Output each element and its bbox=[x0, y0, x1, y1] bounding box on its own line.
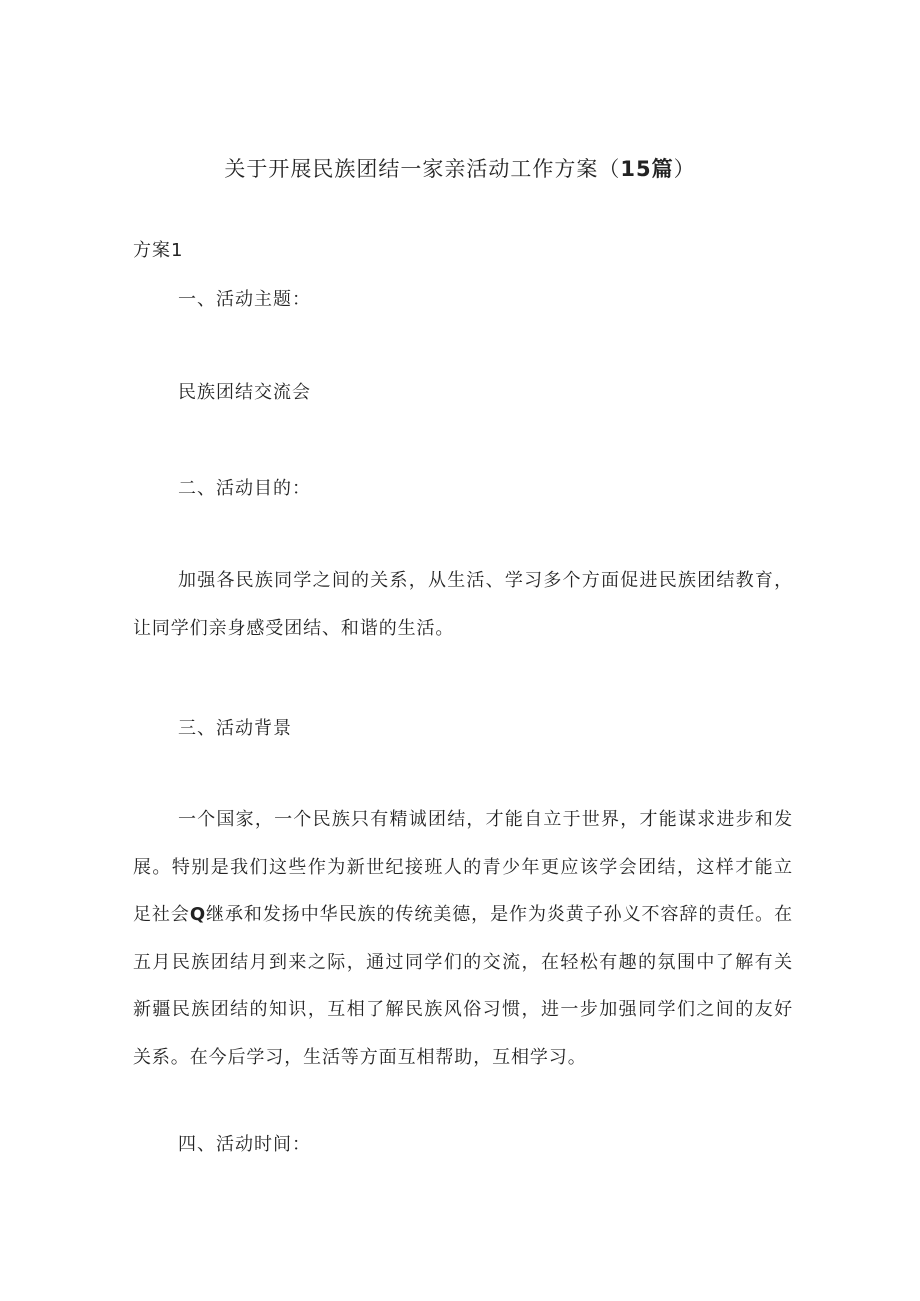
section-heading-time: 四、活动时间： bbox=[178, 1134, 311, 1155]
title-close: ） bbox=[673, 157, 696, 181]
plan-label: 方案1 bbox=[133, 240, 184, 261]
background-text-part1: 一个国家，一个民族只有精诚团结，才能自立于世界，才能谋求进步和发展。特别是我们这些作为新世纪接班人的青少年更应该学会团结，这样才能立足社会 bbox=[133, 809, 793, 925]
background-text-part2: 继承和发扬中华民族的传统美德，是作为炎黄子孙义不容辞的责任。在五月民族团结月到来之际，通过同学们的交流，在轻松有趣的氛围中了解有关新疆民族团结的知识，互相了解民族风俗习惯，进一步加强同学们之间的友好关系。在今后学习，生活等方面互相帮助，互相学习。 bbox=[133, 904, 793, 1068]
title-main: 关于开展民族团结一家亲活动工作方案（ bbox=[224, 157, 621, 181]
section-heading-background: 三、活动背景 bbox=[178, 718, 292, 739]
title-count: 15篇 bbox=[620, 157, 674, 181]
purpose-paragraph: 加强各民族同学之间的关系，从生活、学习多个方面促进民族团结教育，让同学们亲身感受团结、和谐的生活。 bbox=[133, 570, 793, 639]
theme-text: 民族团结交流会 bbox=[178, 382, 311, 403]
section-heading-purpose: 二、活动目的： bbox=[178, 478, 311, 499]
section-heading-theme: 一、活动主题： bbox=[178, 289, 311, 310]
document-title bbox=[0, 153, 920, 183]
background-paragraph bbox=[133, 796, 793, 1081]
search-link-icon[interactable]: Q bbox=[189, 904, 207, 925]
